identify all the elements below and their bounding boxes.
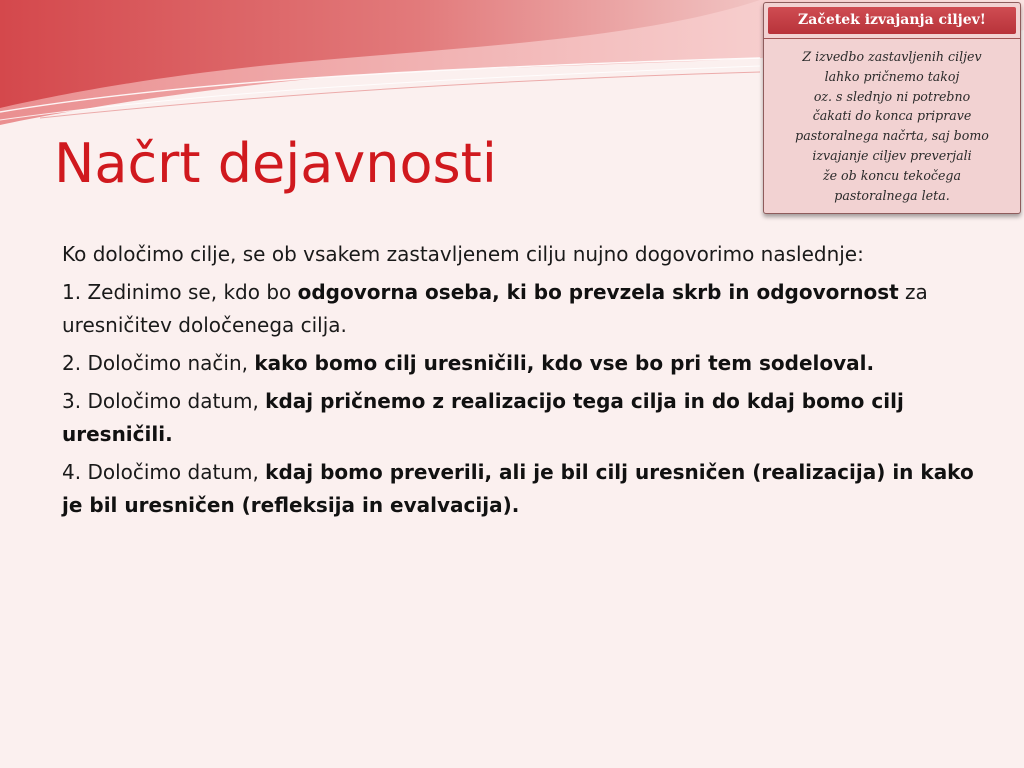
callout-box <box>763 2 1021 214</box>
callout-line: Z izvedbo zastavljenih ciljev <box>802 49 982 64</box>
item-text: 1. Zedinimo se, kdo bo <box>62 280 298 304</box>
body-content <box>62 238 982 527</box>
callout-line: oz. s slednjo ni potrebno <box>813 88 971 104</box>
item-emphasis: kdaj bomo preverili, ali je bil cilj uresničen (realizacija) in kako je bil uresničen (refleksija in evalvacija). <box>62 460 974 517</box>
callout-line: čakati do konca priprave <box>812 108 972 124</box>
list-item-2 <box>62 347 982 380</box>
callout-header: Začetek izvajanja ciljev! <box>768 7 1016 34</box>
callout-line: lahko pričnemo takoj <box>824 68 960 84</box>
callout-line: že ob koncu tekočega <box>822 167 962 183</box>
list-item-3 <box>62 385 982 451</box>
callout-line: izvajanje ciljev preverjali <box>812 147 972 163</box>
item-text: 2. Določimo način, <box>62 351 255 375</box>
item-emphasis: kdaj pričnemo z realizacijo tega cilja in do kdaj bomo cilj uresničili. <box>62 389 904 446</box>
intro-paragraph: Ko določimo cilje, se ob vsakem zastavljenem cilju nujno dogovorimo naslednje: <box>62 242 864 266</box>
list-item-4 <box>62 456 982 522</box>
item-emphasis: kako bomo cilj uresničili, kdo vse bo pri tem sodeloval. <box>254 351 875 375</box>
item-text: za uresničitev določenega cilja. <box>62 280 928 337</box>
callout-line: pastoralnega načrta, saj bomo <box>795 128 989 144</box>
item-emphasis: odgovorna oseba, ki bo prevzela skrb in odgovornost <box>297 280 899 304</box>
callout-text <box>764 39 1020 205</box>
slide-title: Načrt dejavnosti <box>54 132 497 195</box>
item-text: 4. Določimo datum, <box>62 460 266 484</box>
item-text: 3. Določimo datum, <box>62 389 266 413</box>
list-item-1 <box>62 276 982 342</box>
callout-line: pastoralnega leta. <box>834 187 950 203</box>
